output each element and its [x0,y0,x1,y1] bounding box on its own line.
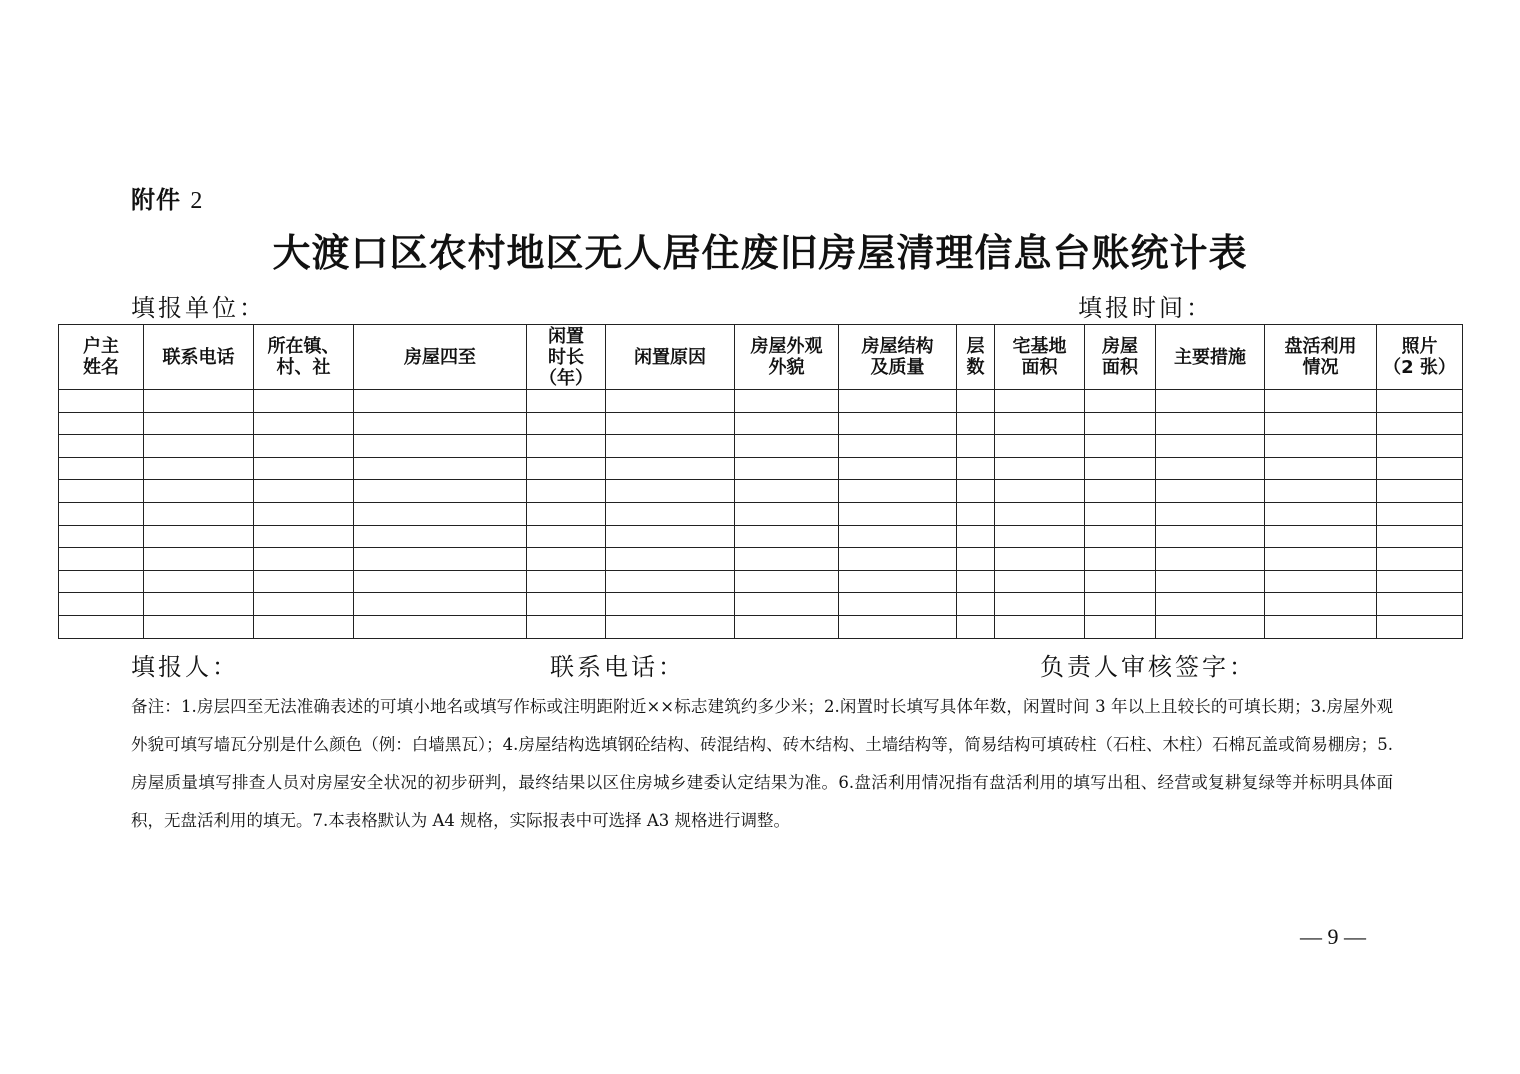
table-cell [1265,615,1377,638]
table-cell [1265,502,1377,525]
fill-unit-label: 填报单位： [131,294,266,322]
table-cell [735,412,839,435]
table-cell [1085,525,1156,548]
phone-label: 联系电话： [550,653,685,681]
table-cell [957,593,995,616]
table-cell [839,570,957,593]
table-cell [1377,435,1463,458]
table-cell [59,548,144,571]
table-cell [1156,435,1265,458]
table-cell [1377,412,1463,435]
header-boundaries: 房屋四至 [354,325,527,390]
table-cell [839,457,957,480]
table-cell [354,593,527,616]
table-cell [354,412,527,435]
table-cell [606,593,735,616]
table-cell [144,435,254,458]
table-cell [1265,548,1377,571]
table-row [59,593,1463,616]
header-utilization: 盘活利用 情况 [1265,325,1377,390]
table-cell [839,480,957,503]
table-cell [1265,435,1377,458]
table-cell [735,548,839,571]
table-row [59,525,1463,548]
table-cell [254,480,354,503]
table-cell [995,502,1085,525]
header-main-measures: 主要措施 [1156,325,1265,390]
header-row [59,325,1463,390]
table-cell [995,412,1085,435]
table-cell [144,615,254,638]
table-cell [735,615,839,638]
table-cell [144,570,254,593]
table-cell [527,548,606,571]
table-cell [995,570,1085,593]
table-cell [957,525,995,548]
table-cell [606,570,735,593]
table-cell [354,570,527,593]
table-cell [1085,480,1156,503]
table-cell [995,435,1085,458]
table-cell [1156,480,1265,503]
table-cell [254,548,354,571]
table-cell [839,502,957,525]
table-cell [354,525,527,548]
table-cell [606,548,735,571]
table-cell [1265,570,1377,593]
attachment-word: 附件 [131,186,181,214]
table-cell [527,570,606,593]
table-cell [254,390,354,413]
table-cell [606,502,735,525]
table-cell [59,457,144,480]
table-cell [1085,435,1156,458]
table-cell [1085,593,1156,616]
page-number: — 9 — [1300,924,1366,949]
table-cell [1377,525,1463,548]
table-cell [1377,593,1463,616]
table-cell [144,525,254,548]
attachment-label [131,180,203,215]
table-cell [839,593,957,616]
table-cell [1377,570,1463,593]
table-row [59,480,1463,503]
header-contact-phone: 联系电话 [144,325,254,390]
table-cell [1156,593,1265,616]
table-cell [1377,548,1463,571]
header-homestead-area: 宅基地 面积 [995,325,1085,390]
table-cell [144,480,254,503]
table-cell [606,390,735,413]
table-cell [527,390,606,413]
table-cell [527,457,606,480]
table-cell [254,593,354,616]
table-cell [735,525,839,548]
table-cell [1085,615,1156,638]
reviewer-signature-label: 负责人审核签字： [1040,653,1256,681]
table-cell [59,570,144,593]
table-cell [144,412,254,435]
table-cell [957,570,995,593]
table-cell [839,548,957,571]
table-cell [735,457,839,480]
table-cell [354,548,527,571]
table-row [59,570,1463,593]
table-row [59,412,1463,435]
header-idle-reason: 闲置原因 [606,325,735,390]
header-appearance: 房屋外观 外貌 [735,325,839,390]
table-cell [606,412,735,435]
table-cell [735,480,839,503]
table-cell [1156,457,1265,480]
table-cell [957,412,995,435]
fill-time-label: 填报时间： [1078,294,1213,322]
table-cell [1377,502,1463,525]
table-cell [1156,390,1265,413]
table-cell [59,412,144,435]
table-row [59,390,1463,413]
table-cell [735,570,839,593]
table-cell [354,615,527,638]
table-cell [59,525,144,548]
table-cell [254,457,354,480]
table-cell [59,593,144,616]
table-cell [995,615,1085,638]
table-cell [606,435,735,458]
header-location: 所在镇、 村、社 [254,325,354,390]
table-cell [1085,570,1156,593]
table-cell [527,525,606,548]
table-cell [606,525,735,548]
table-cell [354,457,527,480]
table-cell [735,593,839,616]
table-cell [59,480,144,503]
table-cell [839,435,957,458]
table-cell [1377,480,1463,503]
ledger-body [59,390,1463,639]
table-cell [995,390,1085,413]
table-cell [995,480,1085,503]
table-cell [957,457,995,480]
table-cell [957,502,995,525]
table-cell [1156,502,1265,525]
table-cell [735,435,839,458]
table-cell [1265,525,1377,548]
table-cell [957,548,995,571]
table-cell [144,548,254,571]
table-cell [1265,457,1377,480]
table-cell [606,457,735,480]
table-cell [839,412,957,435]
table-cell [995,525,1085,548]
table-cell [527,502,606,525]
header-owner-name: 户主 姓名 [59,325,144,390]
header-photos: 照片 （2 张） [1377,325,1463,390]
table-cell [254,412,354,435]
table-cell [254,615,354,638]
table-cell [59,502,144,525]
table-cell [1265,412,1377,435]
notes-paragraph: 备注：1.房层四至无法准确表述的可填小地名或填写作标或注明距附近××标志建筑约多少米；2.闲置时长填写具体年数，闲置时间 3 年以上且较长的可填长期；3.房屋外观外貌可填写墙瓦分别是什么颜色（例：白墙黑瓦）；4.房屋结构选填钢砼结构、砖混结构、砖木结构、土墙结构等，简易结构可填砖柱（石柱、木柱）石棉瓦盖或简易棚房；5.房屋质量填写排查人员对房屋安全状况的初步研判，最终结果以区住房城乡建委认定结果为准。6.盘活利用情况指有盘活利用的填写出租、经营或复耕复绿等并标明具体面积，无盘活利用的填无。7.本表格默认为 A4 规格，实际报表中可选择 A3 规格进行调整。 [131,697,1393,830]
table-cell [1265,480,1377,503]
table-cell [354,480,527,503]
table-row [59,457,1463,480]
table-cell [254,570,354,593]
table-cell [354,502,527,525]
table-cell [839,615,957,638]
table-cell [254,435,354,458]
table-cell [839,390,957,413]
header-idle-duration: 闲置 时长 （年） [527,325,606,390]
table-cell [1156,412,1265,435]
table-cell [527,593,606,616]
table-cell [1156,570,1265,593]
table-cell [606,480,735,503]
table-cell [1377,390,1463,413]
table-cell [606,615,735,638]
table-cell [144,457,254,480]
table-cell [957,480,995,503]
header-floors: 层 数 [957,325,995,390]
table-cell [144,593,254,616]
table-cell [1085,548,1156,571]
table-cell [254,525,354,548]
table-row [59,615,1463,638]
attachment-number: 2 [190,188,204,214]
ledger-table [58,324,1463,639]
table-row [59,502,1463,525]
table-cell [839,525,957,548]
table-cell [527,412,606,435]
table-cell [995,457,1085,480]
table-cell [527,615,606,638]
table-cell [1085,412,1156,435]
header-structure-quality: 房屋结构 及质量 [839,325,957,390]
table-cell [254,502,354,525]
table-cell [354,390,527,413]
table-cell [59,390,144,413]
table-cell [144,390,254,413]
table-cell [354,435,527,458]
table-cell [1377,457,1463,480]
table-cell [1156,548,1265,571]
table-cell [527,435,606,458]
table-cell [1085,390,1156,413]
table-cell [59,615,144,638]
table-cell [1156,615,1265,638]
table-cell [1265,593,1377,616]
table-cell [1377,615,1463,638]
table-cell [957,615,995,638]
table-cell [1265,390,1377,413]
table-cell [957,435,995,458]
reporter-label: 填报人： [131,653,239,681]
table-cell [144,502,254,525]
table-row [59,435,1463,458]
table-cell [735,390,839,413]
table-cell [735,502,839,525]
table-cell [995,548,1085,571]
table-cell [527,480,606,503]
table-cell [995,593,1085,616]
document-title: 大渡口区农村地区无人居住废旧房屋清理信息台账统计表 [272,231,1248,275]
table-cell [1156,525,1265,548]
table-cell [1085,502,1156,525]
header-house-area: 房屋 面积 [1085,325,1156,390]
table-row [59,548,1463,571]
table-cell [59,435,144,458]
table-cell [1085,457,1156,480]
table-cell [957,390,995,413]
